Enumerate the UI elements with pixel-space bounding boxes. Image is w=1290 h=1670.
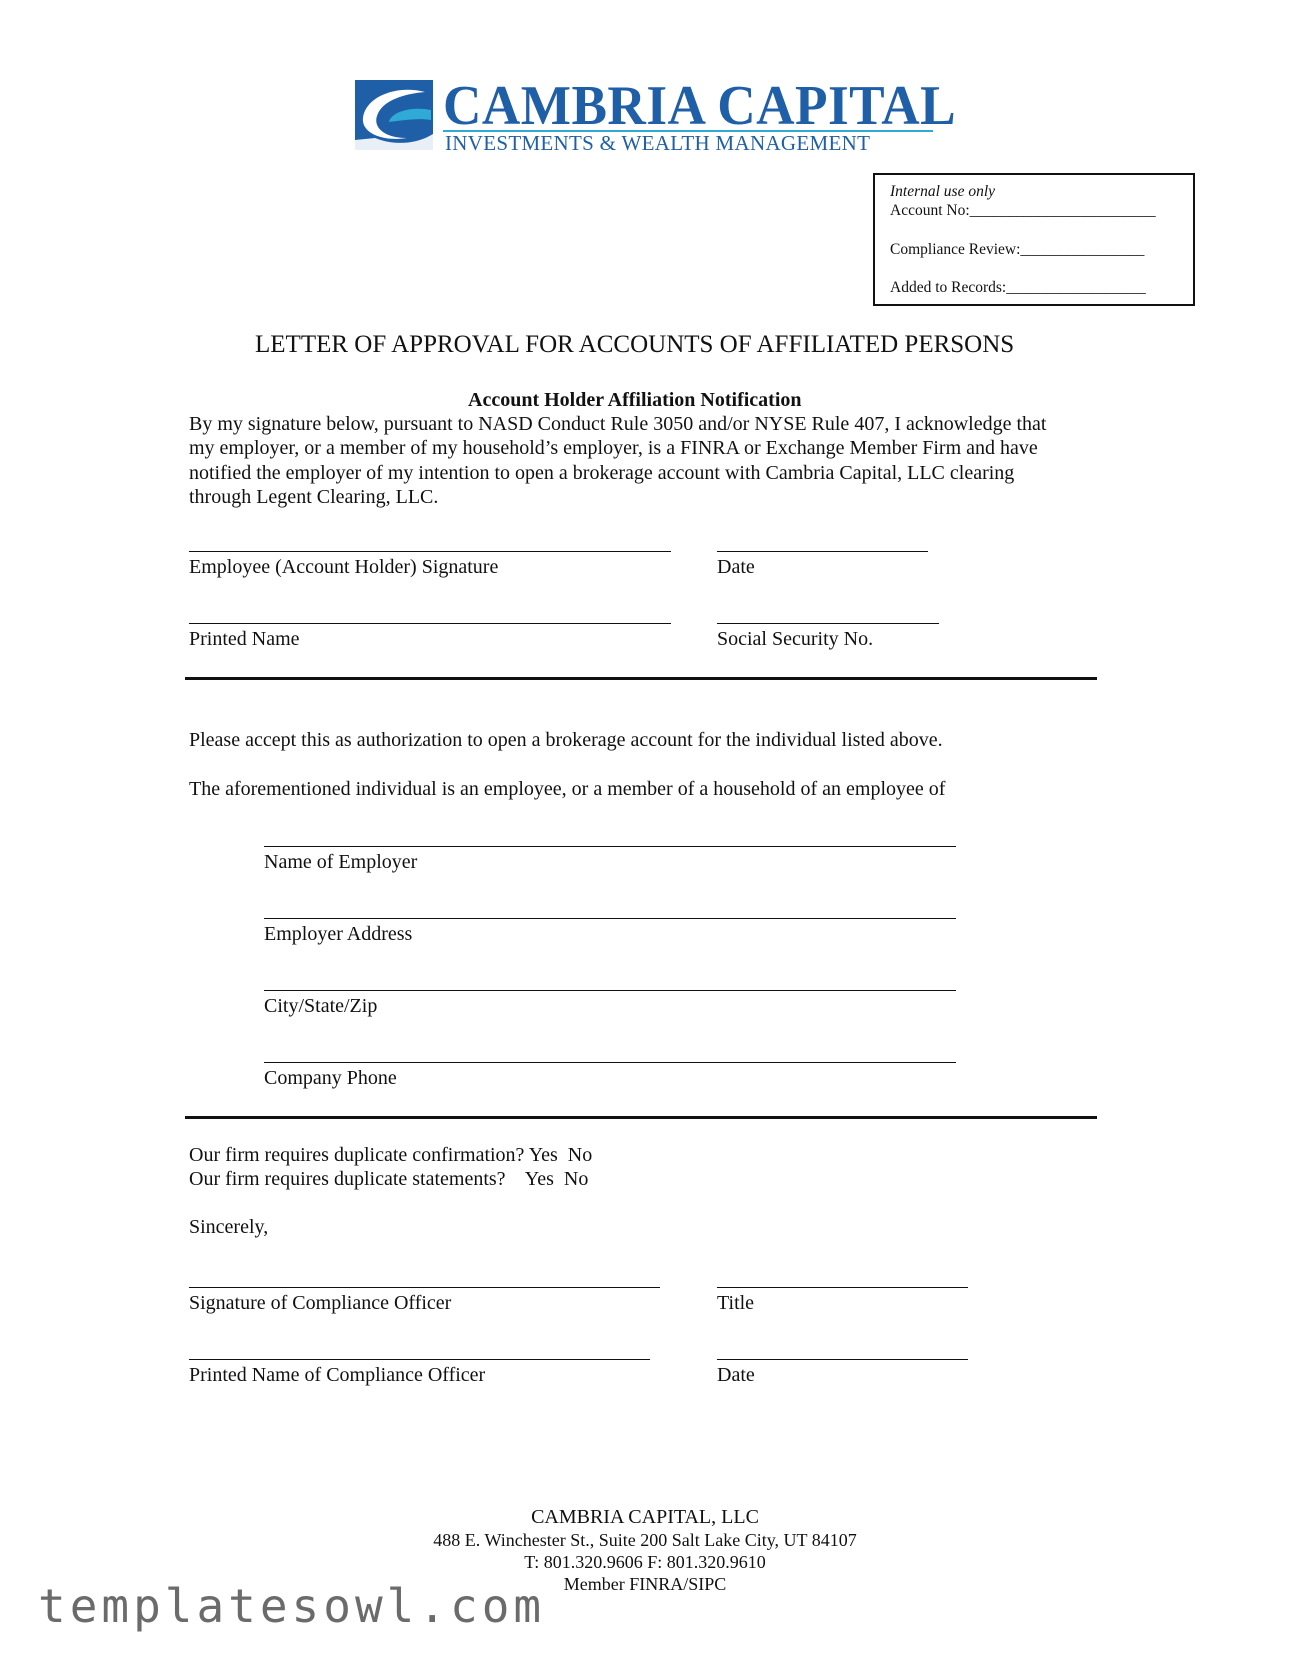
notification-heading: Account Holder Affiliation Notification: [468, 389, 802, 411]
authorization-text: Please accept this as authorization to open a brokerage account for the individual listed above.: [189, 729, 943, 751]
holder-ssn-line[interactable]: [717, 623, 939, 624]
employer-address-line[interactable]: [264, 918, 956, 919]
holder-date-label: Date: [717, 556, 755, 578]
watermark-text: templatesowl.com: [38, 1579, 546, 1633]
notification-paragraph: [189, 412, 1119, 509]
officer-signature-label: Signature of Compliance Officer: [189, 1292, 452, 1314]
duplicate-statements-question: Our firm requires duplicate statements? Yes No: [189, 1168, 589, 1190]
notification-line: notified the employer of my intention to open a brokerage account with Cambria Capital, LLC clearing: [189, 461, 1015, 484]
officer-date-label: Date: [717, 1364, 755, 1386]
city-state-zip-line[interactable]: [264, 990, 956, 991]
page-title: LETTER OF APPROVAL FOR ACCOUNTS OF AFFILIATED PERSONS: [255, 331, 1015, 358]
holder-signature-line[interactable]: [189, 551, 671, 552]
employer-name-label: Name of Employer: [264, 851, 418, 873]
company-phone-line[interactable]: [264, 1062, 956, 1063]
holder-signature-label: Employee (Account Holder) Signature: [189, 556, 499, 578]
compliance-review-field: Compliance Review:________________: [890, 241, 1145, 258]
employer-name-line[interactable]: [264, 846, 956, 847]
employer-address-label: Employer Address: [264, 923, 413, 945]
officer-title-line[interactable]: [717, 1287, 968, 1288]
company-logo: [355, 75, 957, 155]
notification-line: By my signature below, pursuant to NASD Conduct Rule 3050 and/or NYSE Rule 407, I acknowledge that: [189, 413, 1047, 435]
notification-line: my employer, or a member of my household’s employer, is a FINRA or Exchange Member Firm and have: [189, 437, 1038, 460]
added-to-records-field: Added to Records:__________________: [890, 279, 1146, 296]
notification-line: through Legent Clearing, LLC.: [189, 485, 439, 508]
holder-printed-name-label: Printed Name: [189, 628, 300, 650]
officer-signature-line[interactable]: [189, 1287, 660, 1288]
footer-address: 488 E. Winchester St., Suite 200 Salt Lake City, UT 84107: [433, 1530, 857, 1550]
holder-ssn-label: Social Security No.: [717, 628, 874, 650]
footer-company-name: CAMBRIA CAPITAL, LLC: [531, 1506, 759, 1528]
section-divider: [185, 1116, 1097, 1119]
officer-printed-name-label: Printed Name of Compliance Officer: [189, 1364, 486, 1386]
internal-use-heading: Internal use only: [890, 183, 996, 200]
footer-phone: T: 801.320.9606 F: 801.320.9610: [524, 1552, 766, 1572]
closing-text: Sincerely,: [189, 1216, 269, 1238]
holder-printed-name-line[interactable]: [189, 623, 671, 624]
duplicate-confirmation-question: Our firm requires duplicate confirmation? Yes No: [189, 1144, 593, 1166]
logo-main-text: CAMBRIA CAPITAL: [443, 75, 957, 137]
company-phone-label: Company Phone: [264, 1067, 397, 1089]
officer-title-label: Title: [717, 1292, 755, 1314]
internal-use-box: [873, 173, 1195, 306]
logo-sub-text: INVESTMENTS & WEALTH MANAGEMENT: [445, 131, 871, 155]
account-no-field: Account No:________________________: [890, 202, 1156, 219]
footer-member: Member FINRA/SIPC: [563, 1574, 727, 1594]
section-divider: [185, 677, 1097, 680]
holder-date-line[interactable]: [717, 551, 928, 552]
city-state-zip-label: City/State/Zip: [264, 995, 378, 1017]
employee-of-text: The aforementioned individual is an employee, or a member of a household of an employee of: [189, 778, 946, 800]
officer-printed-name-line[interactable]: [189, 1359, 650, 1360]
logo-swoosh-icon: [355, 80, 433, 150]
officer-date-line[interactable]: [717, 1359, 968, 1360]
